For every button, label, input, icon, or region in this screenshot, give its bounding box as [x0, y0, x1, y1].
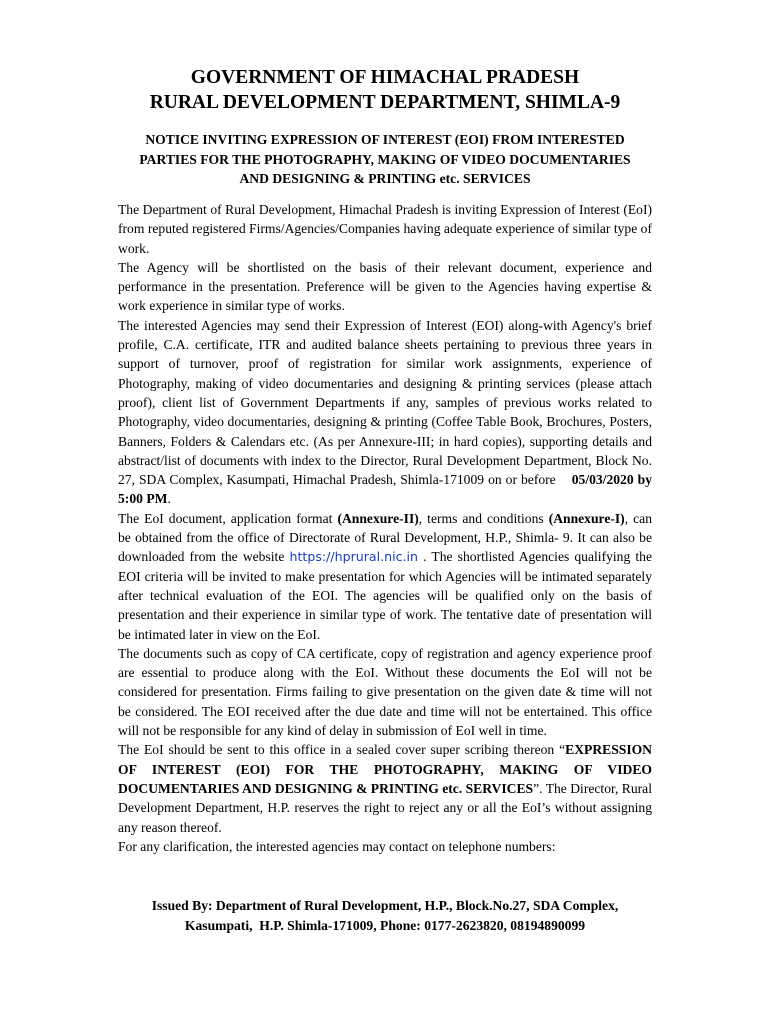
sealed-text-a: The EoI should be sent to this office in a sealed cover super scribing thereon “: [118, 742, 566, 758]
sealed-text-c: ”. The Director, Rural Development Department, H.P. reserves the right to reject any or all the EoI’s without assigning any reason thereof.: [118, 780, 652, 835]
sealed-subject: EXPRESSION OF INTEREST (EOI) FOR THE PHOTOGRAPHY, MAKING OF VIDEO DOCUMENTARIES AND DESIGNING & PRINTING etc. SERVICES: [118, 742, 652, 796]
submission-text: The interested Agencies may send their Expression of Interest (EOI) along-with Agency's brief profile, C.A. certificate, ITR and audited balance sheets pertaining to previous three years in support of turnover, proof of registration for similar work assignments, experience of Photography, making of video documentaries and designing & printing services (please attach proof), client list of Government Departments if any, samples of previous works related to Photography, video documentaries, designing & printing (Coffee Table Book, Brochures, Posters, Banners, Folders & Calendars etc. (As per Annexure-III; in hard copies), supporting details and abstract/list of documents with index to the Director, Rural Development Department, Block No. 27, SDA Complex, Kasumpati, Himachal Pradesh, Shimla-171009 on or before: [118, 317, 652, 488]
notice-heading: [100, 130, 670, 189]
annexure-ii: (Annexure-II): [337, 510, 419, 526]
notice-line-2: PARTIES FOR THE PHOTOGRAPHY, MAKING OF VIDEO DOCUMENTARIES: [139, 151, 631, 167]
header-department: RURAL DEVELOPMENT DEPARTMENT, SHIMLA-9: [149, 92, 621, 113]
paragraph-shortlisting: The Agency will be shortlisted on the basis of their relevant document, experience and performance in the presentation. Preference will be given to the Agencies having expertise & work experience in similar type of works.: [118, 259, 652, 314]
issued-by-footer: [0, 896, 770, 936]
paragraph-intro: The Department of Rural Development, Himachal Pradesh is inviting Expression of Interest (EoI) from reputed registered Firms/Agencies/Companies having adequate experience of similar type of work.: [118, 202, 652, 256]
header-government: GOVERNMENT OF HIMACHAL PRADESH: [190, 67, 580, 88]
documents-text-a: The EoI document, application format: [118, 510, 338, 526]
footer-line-1: Issued By: Department of Rural Development, H.P., Block.No.27, SDA Complex,: [151, 898, 619, 913]
submission-deadline: 05/03/2020 by 5:00 PM: [118, 472, 653, 507]
notice-line-1: NOTICE INVITING EXPRESSION OF INTEREST (EOI) FROM INTERESTED: [145, 132, 625, 147]
paragraph-sealed-cover: [118, 740, 652, 836]
paragraph-contact: For any clarification, the interested agencies may contact on telephone numbers:: [118, 838, 556, 854]
notice-line-3: AND DESIGNING & PRINTING etc. SERVICES: [239, 171, 531, 186]
paragraph-submission: [118, 316, 652, 509]
footer-line-2: Kasumpati, H.P. Shimla-171009, Phone: 0177-2623820, 08194890099: [184, 918, 586, 933]
documents-text-f: . The shortlisted Agencies qualifying the EOI criteria will be invited to make presentation for which Agencies will be intimated separately after technical evaluation of the EOI. The agencies will be qualified only on the basis of presentation and their experience in similar type of work. The tentative date of presentation will be intimated later in view on the EoI.: [118, 549, 652, 642]
submission-end: .: [167, 491, 171, 507]
documents-text-c: , terms and conditions: [418, 510, 549, 526]
website-link[interactable]: https://hprural.nic.in: [289, 549, 419, 565]
paragraph-requirements: The documents such as copy of CA certificate, copy of registration and agency experience proof are essential to produce along with the EoI. Without these documents the EoI will not be considered for presentation. Firms failing to give presentation on the given date & time will not be considered. The EOI received after the due date and time will not be entertained. This office will not be responsible for any kind of delay in submission of EoI well in time.: [118, 645, 652, 739]
notice-body: [118, 200, 652, 856]
annexure-i: (Annexure-I): [548, 510, 625, 526]
documents-text-e: , can be obtained from the office of Directorate of Rural Development, H.P., Shimla- 9. It can also be downloaded from the website: [118, 510, 652, 565]
paragraph-documents: [118, 509, 652, 644]
